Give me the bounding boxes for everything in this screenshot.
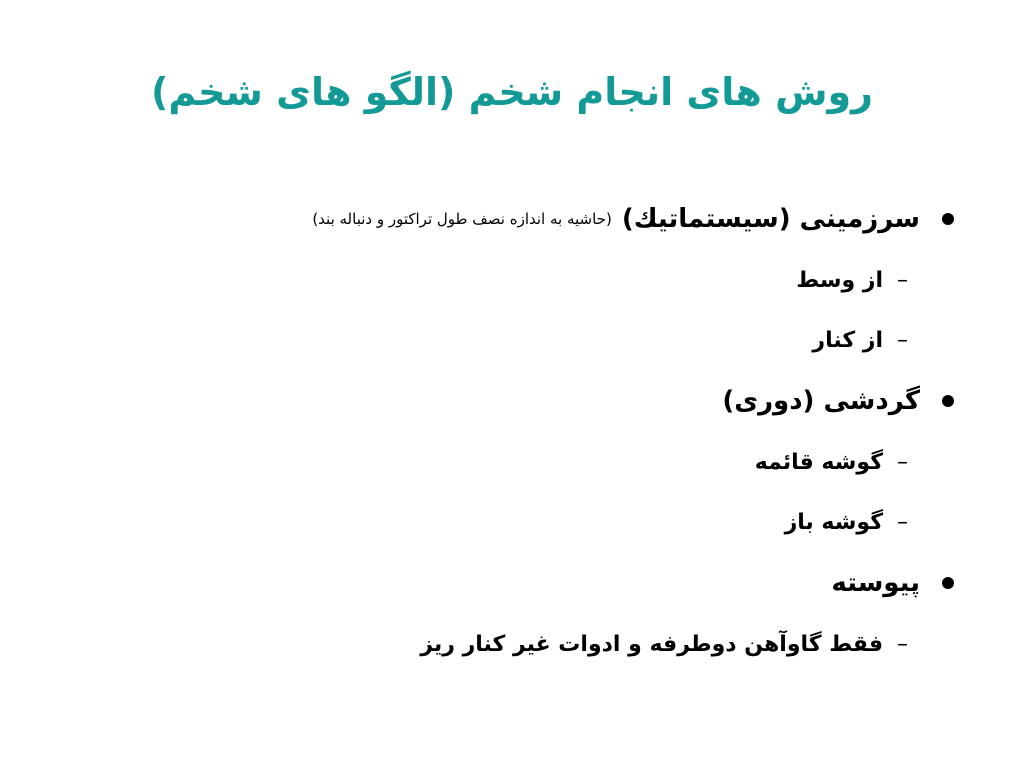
dash-icon: – <box>897 509 908 535</box>
subitem-right-angle <box>74 432 954 492</box>
dash-icon: – <box>897 631 908 657</box>
bullet-dot-icon <box>942 577 954 589</box>
bullet-text: سرزمینی (سیستماتیك) <box>621 204 920 234</box>
slide-title: روش های انجام شخم (الگو های شخم) <box>150 70 874 114</box>
subitem-text: فقط گاوآهن دوطرفه و ادوات غیر کنار ریز <box>420 631 883 657</box>
bullet-item-systematic <box>74 188 954 250</box>
bullet-item-continuous <box>74 552 954 614</box>
bullet-dot-icon <box>942 395 954 407</box>
bullet-item-circular <box>74 370 954 432</box>
bullet-list <box>74 188 954 674</box>
subitem-text: گوشه قائمه <box>754 449 883 475</box>
subitem-two-way-plow <box>74 614 954 674</box>
subitem-text: گوشه باز <box>784 509 883 535</box>
dash-icon: – <box>897 267 908 293</box>
subitem-open-angle <box>74 492 954 552</box>
bullet-text: گردشی (دوری) <box>722 386 920 416</box>
subitem-text: از وسط <box>796 267 883 293</box>
subitem-from-middle <box>74 250 954 310</box>
bullet-note: (حاشیه به اندازه نصف طول تراکتور و دنباله بند) <box>312 210 612 228</box>
subitem-text: از کنار <box>812 327 883 353</box>
dash-icon: – <box>897 327 908 353</box>
bullet-dot-icon <box>942 213 954 225</box>
subitem-from-side <box>74 310 954 370</box>
bullet-text: پیوسته <box>831 568 920 598</box>
dash-icon: – <box>897 449 908 475</box>
